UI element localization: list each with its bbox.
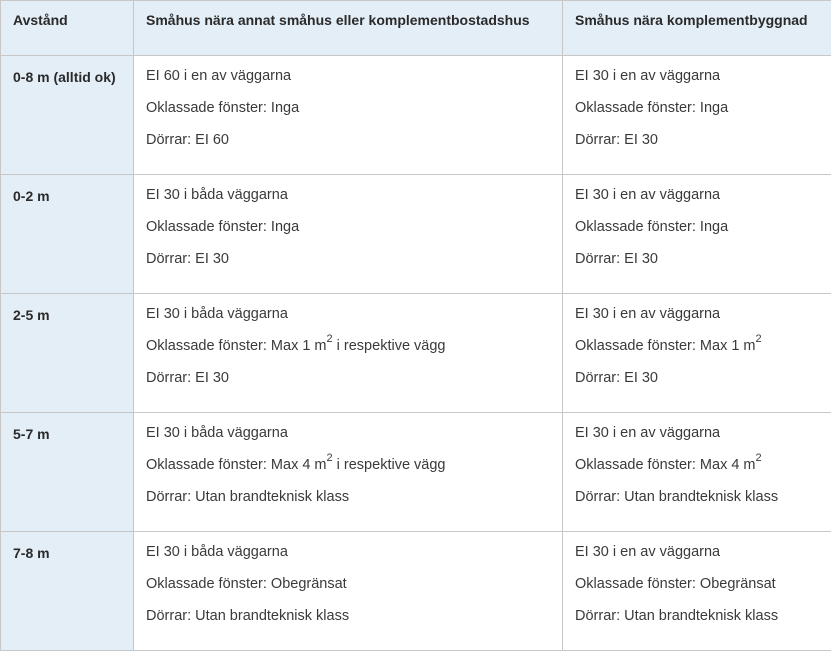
requirement-cell-small-house <box>134 56 563 175</box>
window-requirement <box>146 452 550 487</box>
window-requirement-suffix: i respektive vägg <box>332 338 446 354</box>
door-requirement: Dörrar: EI 30 <box>575 132 658 148</box>
table-row <box>1 175 831 294</box>
door-requirement: Dörrar: Utan brandteknisk klass <box>146 608 350 624</box>
wall-requirement: EI 30 i båda väggarna <box>146 425 288 441</box>
distance-cell: 0-2 m <box>1 175 134 294</box>
window-requirement <box>575 98 819 130</box>
wall-requirement: EI 30 i en av väggarna <box>575 68 721 84</box>
requirement-cell-outbuilding <box>563 413 831 532</box>
window-requirement <box>146 217 550 249</box>
table-body <box>1 56 831 651</box>
requirement-cell-outbuilding <box>563 532 831 651</box>
door-requirement: Dörrar: EI 30 <box>146 251 229 267</box>
window-requirement <box>575 333 819 368</box>
window-requirement-text: Oklassade fönster: Obegränsat <box>146 576 347 592</box>
area-unit-exponent: 2 <box>326 452 333 465</box>
window-requirement <box>146 574 550 606</box>
header-small-house-near-small-house: Småhus nära annat småhus eller komplementbostadshus <box>134 1 563 56</box>
requirement-cell-small-house <box>134 532 563 651</box>
requirement-cell-small-house <box>134 294 563 413</box>
requirement-cell-outbuilding <box>563 56 831 175</box>
window-requirement <box>575 452 819 487</box>
wall-requirement: EI 30 i en av väggarna <box>575 187 721 203</box>
door-requirement: Dörrar: EI 60 <box>146 132 229 148</box>
wall-requirement: EI 30 i båda väggarna <box>146 544 288 560</box>
requirement-cell-outbuilding <box>563 175 831 294</box>
distance-cell: 2-5 m <box>1 294 134 413</box>
window-requirement-text: Oklassade fönster: Inga <box>575 100 729 116</box>
distance-cell: 0-8 m (alltid ok) <box>1 56 134 175</box>
distance-cell: 7-8 m <box>1 532 134 651</box>
header-distance: Avstånd <box>1 1 134 56</box>
table-row <box>1 56 831 175</box>
window-requirement <box>146 333 550 368</box>
wall-requirement: EI 30 i båda väggarna <box>146 306 288 322</box>
area-unit-exponent: 2 <box>755 333 762 346</box>
window-requirement-suffix: i respektive vägg <box>332 457 446 473</box>
table-row <box>1 413 831 532</box>
wall-requirement: EI 30 i en av väggarna <box>575 425 721 441</box>
window-requirement-text: Oklassade fönster: Max 1 m <box>575 338 756 354</box>
header-row <box>1 1 831 56</box>
area-unit-exponent: 2 <box>755 452 762 465</box>
window-requirement <box>575 217 819 249</box>
window-requirement <box>146 98 550 130</box>
window-requirement <box>575 574 819 606</box>
window-requirement-text: Oklassade fönster: Inga <box>146 219 300 235</box>
door-requirement: Dörrar: Utan brandteknisk klass <box>575 489 779 505</box>
requirement-cell-small-house <box>134 413 563 532</box>
wall-requirement: EI 30 i en av väggarna <box>575 306 721 322</box>
wall-requirement: EI 30 i båda väggarna <box>146 187 288 203</box>
door-requirement: Dörrar: Utan brandteknisk klass <box>146 489 350 505</box>
door-requirement: Dörrar: EI 30 <box>575 251 658 267</box>
table-row <box>1 294 831 413</box>
door-requirement: Dörrar: EI 30 <box>146 370 229 386</box>
table-header <box>1 1 831 56</box>
window-requirement-text: Oklassade fönster: Max 4 m <box>146 457 327 473</box>
requirement-cell-outbuilding <box>563 294 831 413</box>
requirement-cell-small-house <box>134 175 563 294</box>
window-requirement-text: Oklassade fönster: Obegränsat <box>575 576 776 592</box>
window-requirement-text: Oklassade fönster: Inga <box>575 219 729 235</box>
wall-requirement: EI 30 i en av väggarna <box>575 544 721 560</box>
door-requirement: Dörrar: Utan brandteknisk klass <box>575 608 779 624</box>
header-small-house-near-outbuilding: Småhus nära komplementbyggnad <box>563 1 831 56</box>
distance-cell: 5-7 m <box>1 413 134 532</box>
door-requirement: Dörrar: EI 30 <box>575 370 658 386</box>
wall-requirement: EI 60 i en av väggarna <box>146 68 292 84</box>
window-requirement-text: Oklassade fönster: Max 1 m <box>146 338 327 354</box>
area-unit-exponent: 2 <box>326 333 333 346</box>
window-requirement-text: Oklassade fönster: Inga <box>146 100 300 116</box>
table-row <box>1 532 831 651</box>
window-requirement-text: Oklassade fönster: Max 4 m <box>575 457 756 473</box>
